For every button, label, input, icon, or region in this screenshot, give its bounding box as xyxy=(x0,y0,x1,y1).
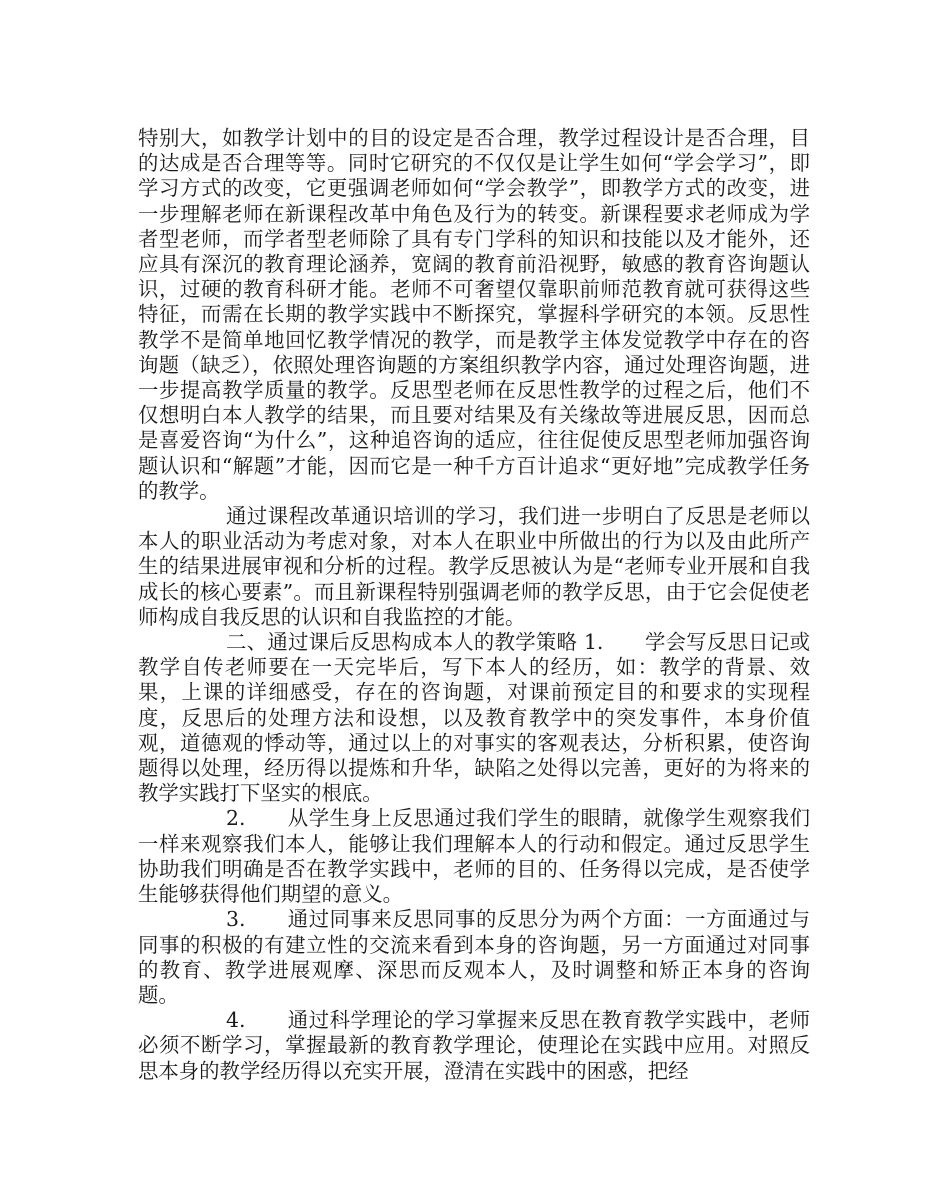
paragraph-3: 二、通过课后反思构成本人的教学策略 1. 学会写反思日记或教学自传老师要在一天完毕后，写下本人的经历，如：教学的背景、效果，上课的详细感受，存在的咨询题，对课前预定目的和要求的实现程度，反思后的处理方法和设想，以及教育教学中的突发事件，本身价值观，道德观的悸动等，通过以上的对事实的客观表达，分析积累，使咨询题得以处理，经历得以提炼和升华，缺陷之处得以完善，更好的为将来的教学实践打下坚实的根底。 xyxy=(138,630,810,806)
paragraph-5: 3. 通过同事来反思同事的反思分为两个方面：一方面通过与同事的积极的有建立性的交流来看到本身的咨询题，另一方面通过对同事的教育、教学进展观摩、深思而反观本人，及时调整和矫正本身的咨询题。 xyxy=(138,907,810,1007)
document-body xyxy=(138,126,810,1084)
paragraph-1: 特别大，如教学计划中的目的设定是否合理，教学过程设计是否合理，目的达成是否合理等等。同时它研究的不仅仅是让学生如何“学会学习”，即学习方式的改变，它更强调老师如何“学会教学”，即教学方式的改变，进一步理解老师在新课程改革中角色及行为的转变。新课程要求老师成为学者型老师，而学者型老师除了具有专门学科的知识和技能以及才能外，还应具有深沉的教育理论涵养，宽阔的教育前沿视野，敏感的教育咨询题认识，过硬的教育科研才能。老师不可奢望仅靠职前师范教育就可获得这些特征，而需在长期的教学实践中不断探究，掌握科学研究的本领。反思性教学不是简单地回忆教学情况的教学，而是教学主体发觉教学中存在的咨询题（缺乏），依照处理咨询题的方案组织教学内容，通过处理咨询题，进一步提高教学质量的教学。反思型老师在反思性教学的过程之后，他们不仅想明白本人教学的结果，而且要对结果及有关缘故等进展反思，因而总是喜爱咨询“为什么”，这种追咨询的适应，往往促使反思型老师加强咨询题认识和“解题”才能，因而它是一种千方百计追求“更好地”完成教学任务的教学。 xyxy=(138,126,810,503)
paragraph-6: 4. 通过科学理论的学习掌握来反思在教育教学实践中，老师必须不断学习，掌握最新的教育教学理论，使理论在实践中应用。对照反思本身的教学经历得以充实开展，澄清在实践中的困惑，把经 xyxy=(138,1008,810,1083)
paragraph-2: 通过课程改革通识培训的学习，我们进一步明白了反思是老师以本人的职业活动为考虑对象，对本人在职业中所做出的行为以及由此所产生的结果进展审视和分析的过程。教学反思被认为是“老师专业开展和自我成长的核心要素”。而且新课程特别强调老师的教学反思，由于它会促使老师构成自我反思的认识和自我监控的才能。 xyxy=(138,504,810,629)
paragraph-4: 2. 从学生身上反思通过我们学生的眼睛，就像学生观察我们一样来观察我们本人，能够让我们理解本人的行动和假定。通过反思学生协助我们明确是否在教学实践中，老师的目的、任务得以完成，是否使学生能够获得他们期望的意义。 xyxy=(138,806,810,907)
